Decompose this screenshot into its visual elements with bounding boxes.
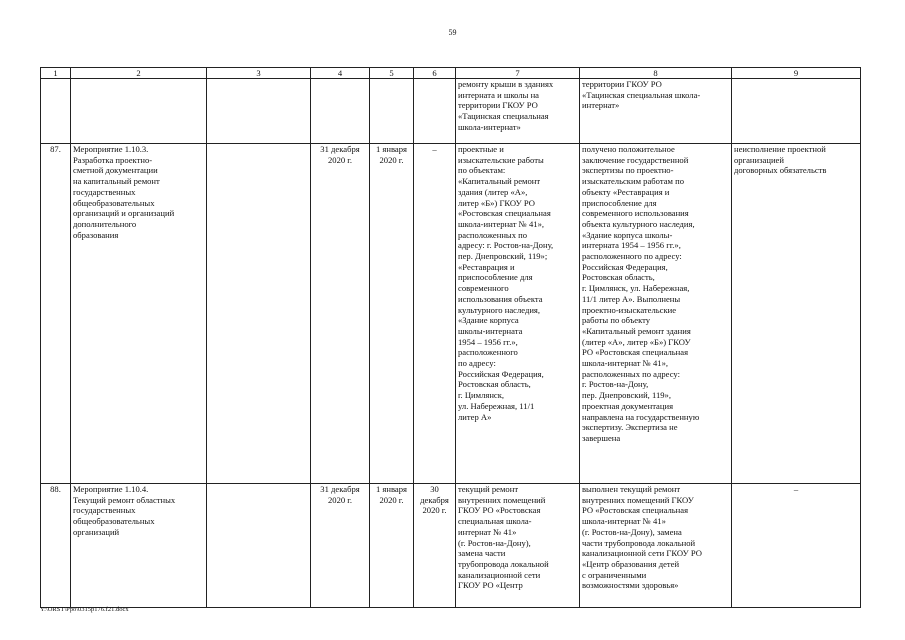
column-number: 5 (370, 68, 414, 79)
row-number (41, 79, 71, 144)
column-number: 2 (71, 68, 207, 79)
table-row (41, 144, 861, 484)
executor (207, 484, 311, 608)
actual-result: получено положительное заключение государственной экспертизы по проектно- изыскательским работам по объекту «Реставрация и приспособление для современного использования объекта культурного наследия, «Здание корпуса школы- интерната 1954 – 1956 гг.», расположенного по адресу: Российская Федерация, Ростовская область, г. Цимлянск, ул. Набережная, 11/1 литер А». Выполнены проектно-изыскательские работы по объекту «Капитальный ремонт здания (литер «А», литер «Б») ГКОУ РО «Ростовская специальная школа-интернат № 41», расположенных по адресу: г. Ростов-на-Дону, пер. Днепровский, 119», проектная документация направлена на государственную экспертизу. Экспертиза не завершена (580, 144, 732, 484)
planned-result: текущий ремонт внутренних помещений ГКОУ РО «Ростовская специальная школа- интернат № 41» (г. Ростов-на-Дону), замена части трубопровода локальной канализационной сети ГКОУ РО «Центр (458, 484, 549, 591)
problems (732, 79, 861, 144)
column-number: 7 (456, 68, 580, 79)
plan-end-date: 31 декабря 2020 г. (311, 484, 370, 608)
actual-end-date: – (414, 144, 456, 484)
actual-start-date: 1 января 2020 г. (370, 144, 414, 484)
actual-end-date: 30 декабря 2020 г. (414, 484, 456, 608)
table-row (41, 484, 861, 608)
column-number: 1 (41, 68, 71, 79)
actual-result: территории ГКОУ РО «Тацинская специальная школа- интернат» (580, 79, 732, 144)
event-name (71, 79, 207, 144)
executor (207, 144, 311, 484)
plan-end-date: 31 декабря 2020 г. (311, 144, 370, 484)
actual-end-date (414, 79, 456, 144)
actual-start-date: 1 января 2020 г. (370, 484, 414, 608)
actual-start-date (370, 79, 414, 144)
column-number-row (41, 68, 861, 79)
event-name: Мероприятие 1.10.3. Разработка проектно- сметной документации на капитальный ремонт государственных общеобразовательных организаций и организаций дополнительного образования (71, 144, 207, 484)
column-number: 3 (207, 68, 311, 79)
actual-result: выполнен текущий ремонт внутренних помещений ГКОУ РО «Ростовская специальная школа-интернат № 41» (г. Ростов-на-Дону), замена части трубопровода локальной канализационной сети ГКОУ РО «Центр образования детей с ограниченными возможностями здоровья» (582, 484, 702, 591)
column-number: 6 (414, 68, 456, 79)
report-table (40, 67, 861, 608)
row-number: 88. (41, 484, 71, 608)
planned-result-cell (456, 484, 580, 608)
problems: неисполнение проектной организацией договорных обязательств (732, 144, 861, 484)
row-number: 87. (41, 144, 71, 484)
page-number: 59 (448, 28, 457, 37)
column-number: 9 (732, 68, 861, 79)
column-number: 8 (580, 68, 732, 79)
problems: – (732, 484, 861, 608)
plan-end-date (311, 79, 370, 144)
actual-result-cell (580, 484, 732, 608)
planned-result: ремонту крыши в зданиях интерната и школы на территории ГКОУ РО «Тацинская специальная школа-интернат» (456, 79, 580, 144)
event-name: Мероприятие 1.10.4. Текущий ремонт областных государственных общеобразовательных организаций (71, 484, 207, 608)
executor (207, 79, 311, 144)
table-row (41, 79, 861, 144)
planned-result: проектные и изыскательские работы по объектам: «Капитальный ремонт здания (литер «А», литер «Б») ГКОУ РО «Ростовская специальная школа-интернат № 41», расположенных по адресу: г. Ростов-на-Дону, пер. Днепровский, 119»; «Реставрация и приспособление для современного использования объекта культурного наследия, «Здание корпуса школы-интерната 1954 – 1956 гг.», расположенного по адресу: Российская Федерация, Ростовская область, г. Цимлянск, ул. Набережная, 11/1 литер А» (456, 144, 580, 484)
column-number: 4 (311, 68, 370, 79)
file-path-footer: Y:\ORST\Ppo\0315p176.f21.docx (40, 606, 129, 613)
